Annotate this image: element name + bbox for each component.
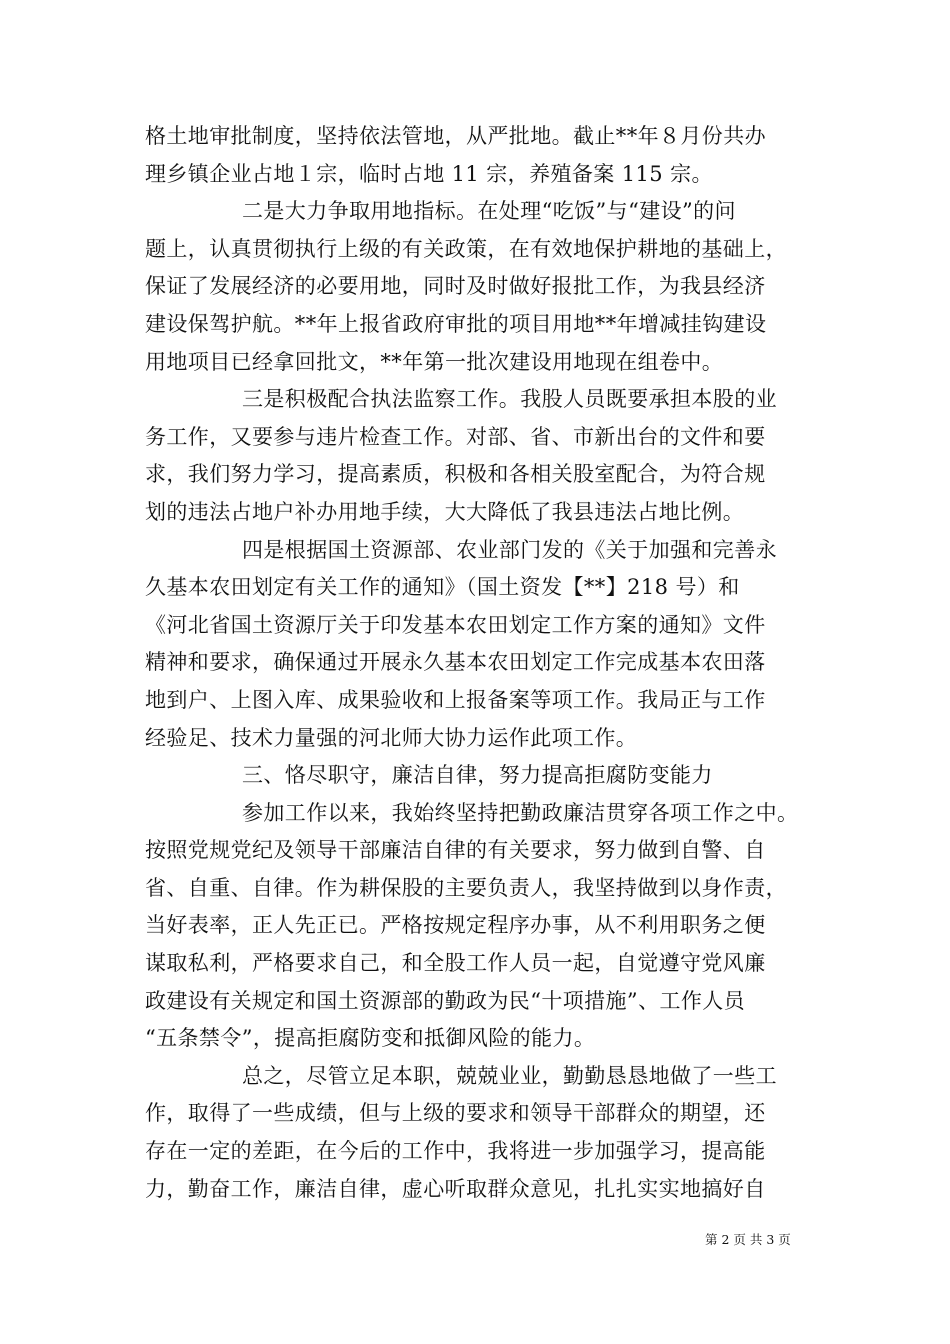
text-line: 按照党规党纪及领导干部廉洁自律的有关要求，努力做到自警、自: [145, 838, 766, 863]
paragraph-start-line: 三是积极配合执法监察工作。我股人员既要承担本股的业: [242, 387, 777, 412]
paragraph-start-line: 四是根据国土资源部、农业部门发的《关于加强和完善永: [242, 537, 777, 562]
text-line: 保证了发展经济的必要用地，同时及时做好报批工作，为我县经济: [145, 274, 766, 299]
paragraph-start-line: 总之，尽管立足本职，兢兢业业，勤勤恳恳地做了一些工: [242, 1063, 777, 1088]
text-line: 精神和要求，确保通过开展永久基本农田划定工作完成基本农田落: [145, 650, 766, 675]
text-line: 理乡镇企业占地１宗，临时占地 11 宗，养殖备案 115 宗。: [145, 161, 713, 186]
text-line: 省、自重、自律。作为耕保股的主要负责人，我坚持做到以身作责，: [145, 875, 787, 900]
text-line: 经验足、技术力量强的河北师大协力运作此项工作。: [145, 725, 638, 750]
text-line: 作，取得了一些成绩，但与上级的要求和领导干部群众的期望，还: [145, 1101, 766, 1126]
document-body: [145, 118, 825, 1208]
page-number: 第 2 页 共 3 页: [705, 1232, 791, 1247]
text-line: “五条禁令”，提高拒腐防变和抵御风险的能力。: [145, 1026, 596, 1051]
paragraph-start-line: 二是大力争取用地指标。在处理“吃饭”与“建设”的问: [242, 199, 736, 224]
text-line: 地到户、上图入库、成果验收和上报备案等项工作。我局正与工作: [145, 687, 766, 712]
text-line: 求，我们努力学习，提高素质，积极和各相关股室配合，为符合规: [145, 462, 766, 487]
text-line: 力，勤奋工作，廉洁自律，虚心听取群众意见，扎扎实实地搞好自: [145, 1176, 766, 1201]
text-line: 务工作，又要参与违片检查工作。对部、省、市新出台的文件和要: [145, 424, 766, 449]
text-line: 久基本农田划定有关工作的通知》（国土资发【**】218 号）和: [145, 575, 740, 600]
text-line: 政建设有关规定和国土资源部的勤政为民“十项措施”、工作人员: [145, 988, 746, 1013]
paragraph-start-line: 参加工作以来，我始终坚持把勤政廉洁贯穿各项工作之中。: [242, 800, 799, 825]
text-line: 《河北省国土资源厅关于印发基本农田划定工作方案的通知》文件: [145, 612, 766, 637]
text-line: 谋取私利，严格要求自己，和全股工作人员一起，自觉遵守党风廉: [145, 951, 766, 976]
text-line: 题上，认真贯彻执行上级的有关政策，在有效地保护耕地的基础上，: [145, 236, 787, 261]
text-line: 存在一定的差距，在今后的工作中，我将进一步加强学习，提高能: [145, 1139, 766, 1164]
text-line: 划的违法占地户补办用地手续，大大降低了我县违法占地比例。: [145, 499, 745, 524]
text-line: 格土地审批制度，坚持依法管地，从严批地。截止**年８月份共办: [145, 124, 766, 148]
text-line: 当好表率，正人先正已。严格按规定程序办事，从不利用职务之便: [145, 913, 766, 938]
text-line: 建设保驾护航。**年上报省政府审批的项目用地**年增减挂钩建设: [145, 311, 767, 336]
section-heading: 三、恪尽职守，廉洁自律，努力提高拒腐防变能力: [242, 763, 713, 788]
text-line: 用地项目已经拿回批文，**年第一批次建设用地现在组卷中。: [145, 349, 724, 374]
